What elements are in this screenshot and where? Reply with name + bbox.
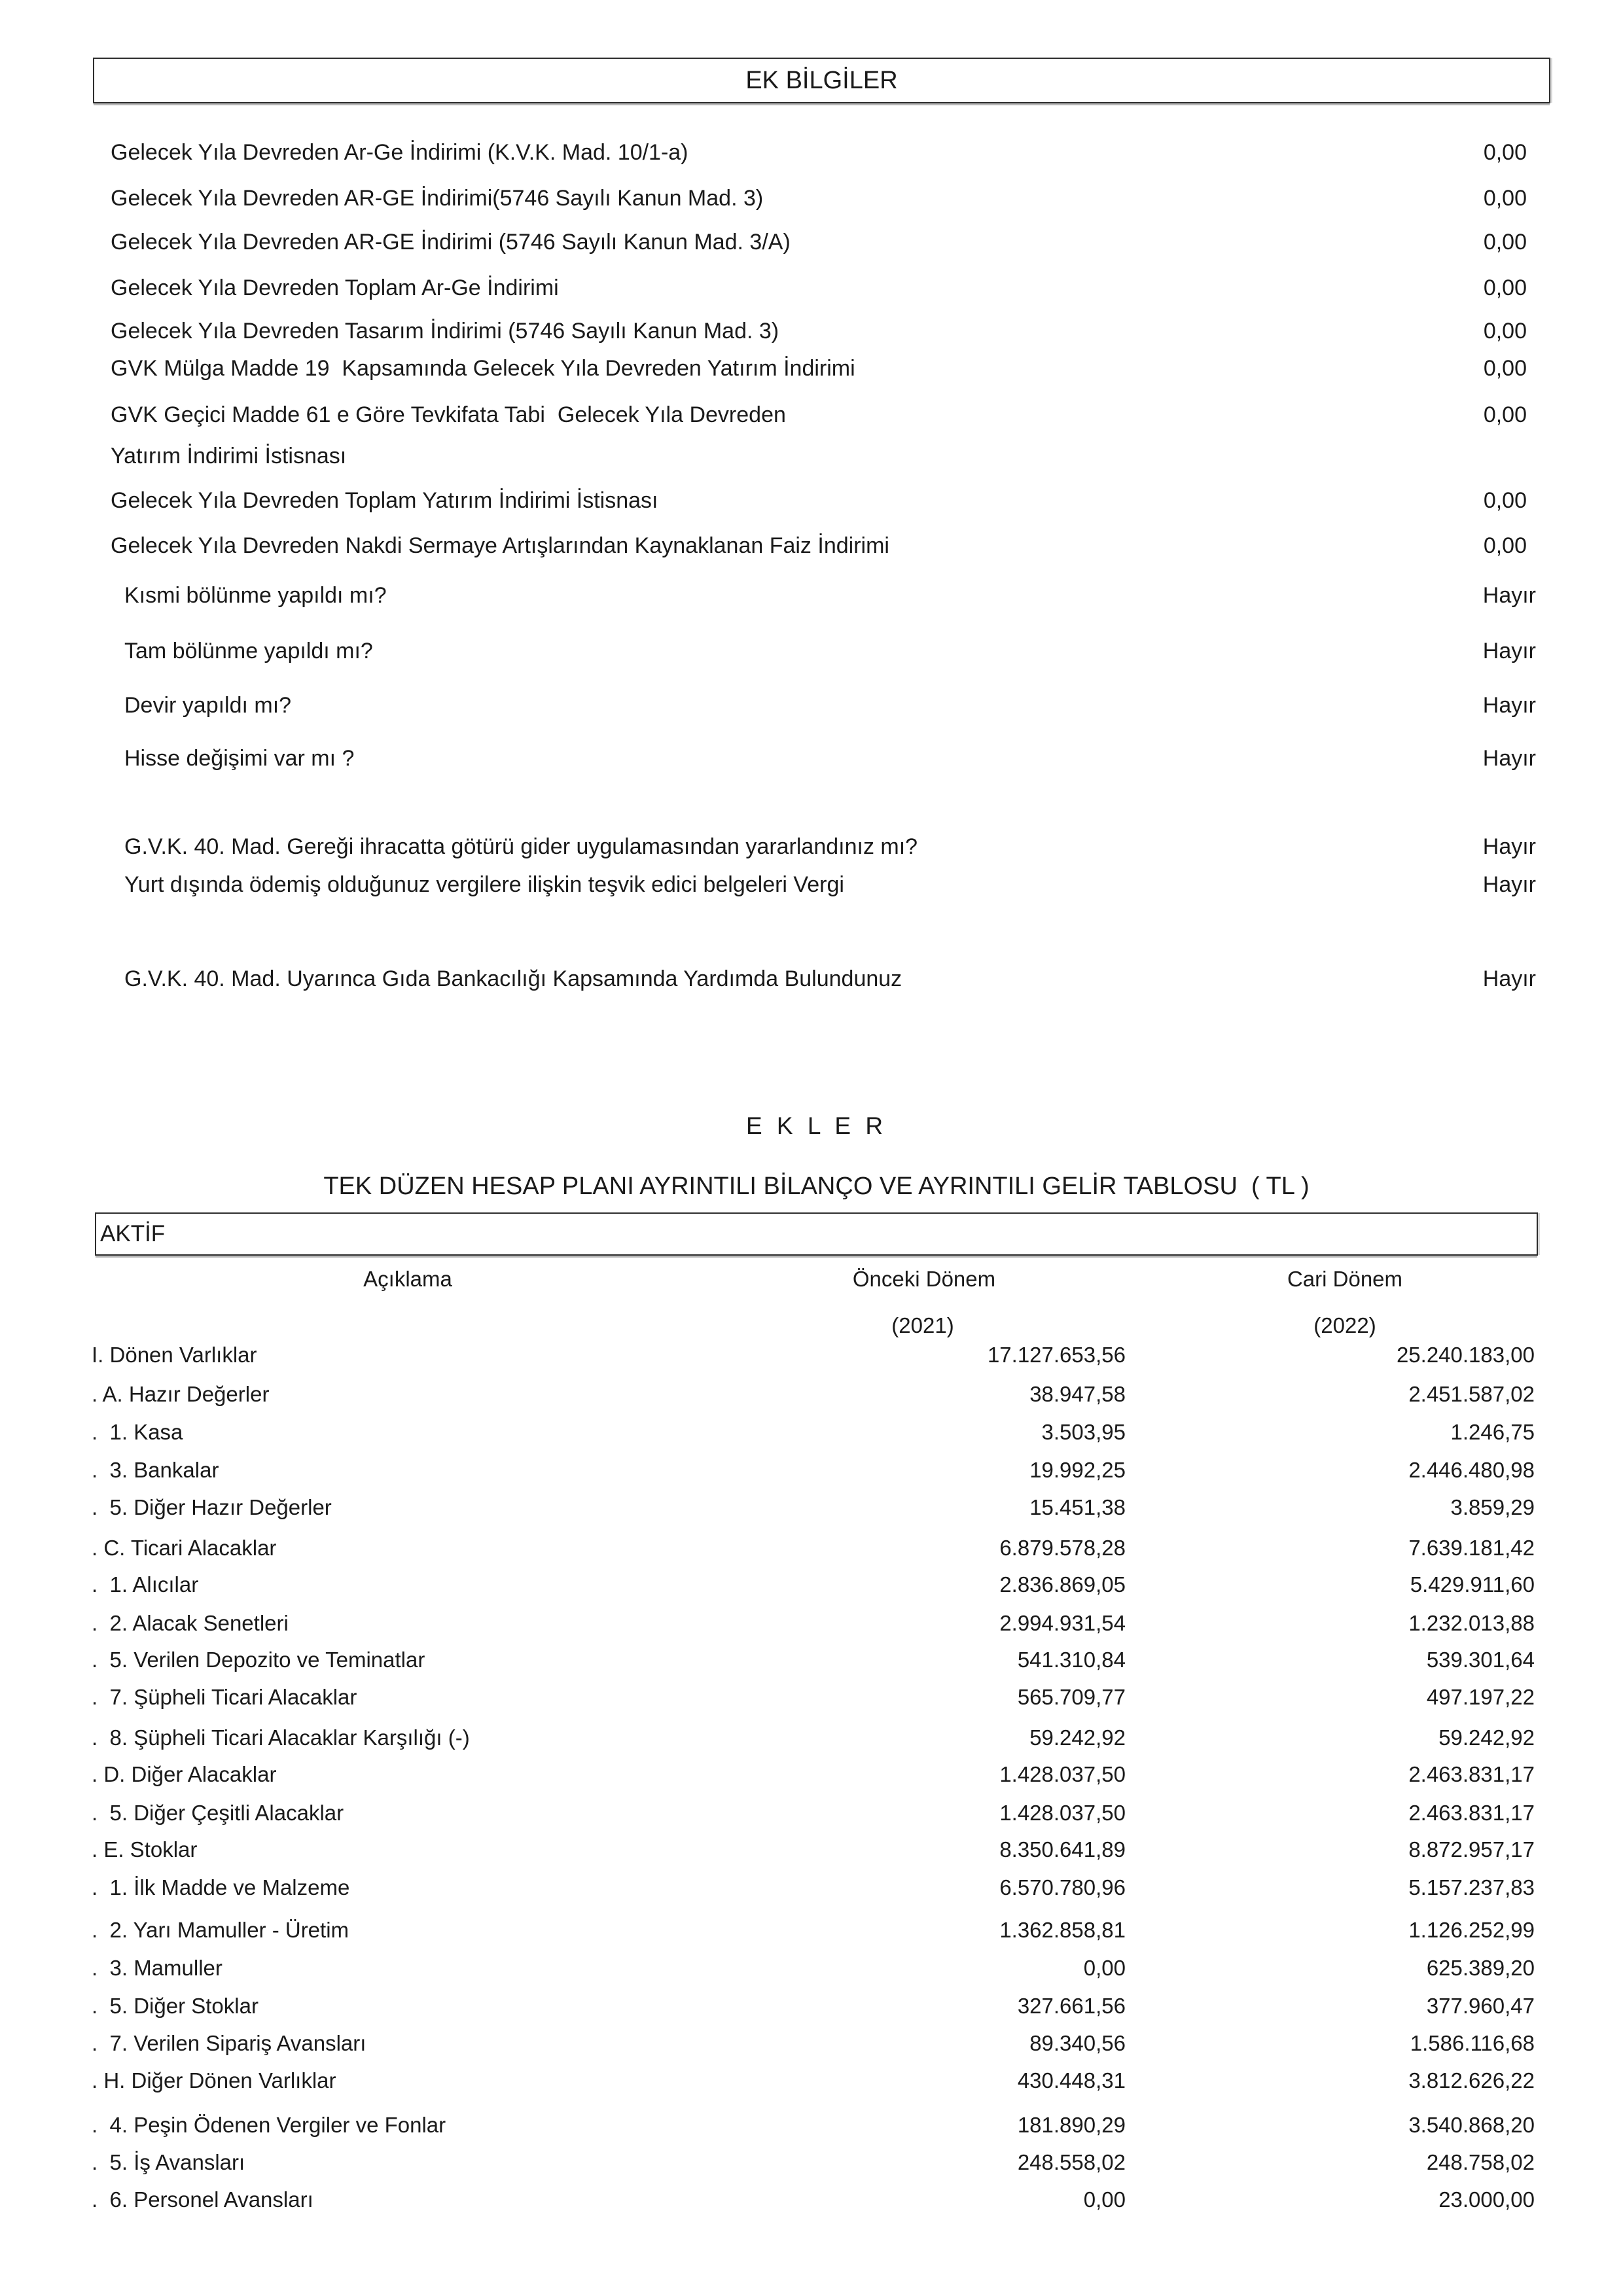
current-period-value: 5.157.237,83 [1408, 1875, 1535, 1899]
current-period-value: 7.639.181,42 [1408, 1536, 1535, 1560]
current-period-value: 539.301,64 [1426, 1648, 1535, 1672]
account-label: . 5. Verilen Depozito ve Teminatlar [92, 1648, 425, 1672]
item-value: 0,00 [1483, 186, 1527, 211]
previous-period-value: 6.879.578,28 [999, 1536, 1126, 1560]
account-label: . E. Stoklar [92, 1837, 198, 1862]
account-label: . 1. Alıcılar [92, 1572, 199, 1597]
question-answer: Hayır [1482, 966, 1536, 991]
table-row [0, 1610, 1623, 1637]
current-period-value: 2.451.587,02 [1408, 1382, 1535, 1406]
question-label: G.V.K. 40. Mad. Gereği ihracatta götürü gider uygulamasından yararlandınız mı? [124, 834, 918, 859]
current-period-value: 377.960,47 [1426, 1994, 1535, 2018]
question-label: Kısmi bölünme yapıldı mı? [124, 583, 387, 608]
current-period-value: 1.246,75 [1450, 1420, 1535, 1444]
table-row [0, 1646, 1623, 1674]
previous-period-value: 19.992,25 [1029, 1458, 1126, 1482]
question-answer: Hayır [1482, 693, 1536, 718]
item-label: Gelecek Yıla Devreden Nakdi Sermaye Artışlarından Kaynaklanan Faiz İndirimi [111, 533, 889, 558]
item-label: Gelecek Yıla Devreden Toplam Yatırım İndirimi İstisnası [111, 488, 658, 513]
previous-period-value: 541.310,84 [1017, 1648, 1126, 1672]
item-value: 0,00 [1483, 275, 1527, 300]
table-row [0, 1724, 1623, 1752]
current-period-value: 2.463.831,17 [1408, 1801, 1535, 1825]
account-label: . 7. Verilen Sipariş Avansları [92, 2031, 366, 2055]
current-period-value: 3.812.626,22 [1408, 2068, 1535, 2093]
item-label: Gelecek Yıla Devreden Ar-Ge İndirimi (K.V.K. Mad. 10/1-a) [111, 140, 688, 165]
question-row [0, 691, 1623, 720]
table-row [0, 1992, 1623, 2020]
current-period-value: 23.000,00 [1438, 2187, 1535, 2212]
question-row [0, 637, 1623, 665]
table-row [0, 2067, 1623, 2094]
item-label: GVK Geçici Madde 61 e Göre Tevkifata Tabi Gelecek Yıla Devreden [111, 402, 786, 427]
ek-bilgiler-item-row [0, 354, 1623, 383]
account-label: . 2. Alacak Senetleri [92, 1611, 289, 1635]
question-label: Yurt dışında ödemiş olduğunuz vergilere ilişkin teşvik edici belgeleri Vergi [124, 872, 844, 897]
account-label: . 5. İş Avansları [92, 2150, 245, 2174]
previous-period-value: 1.362.858,81 [999, 1918, 1126, 1942]
table-row [0, 1419, 1623, 1446]
account-label: . 2. Yarı Mamuller - Üretim [92, 1918, 349, 1942]
item-value: 0,00 [1483, 230, 1527, 255]
current-period-value: 5.429.911,60 [1410, 1572, 1535, 1597]
question-label: Hisse değişimi var mı ? [124, 746, 355, 771]
table-row [0, 1799, 1623, 1827]
previous-period-value: 89.340,56 [1029, 2031, 1126, 2055]
question-row [0, 964, 1623, 993]
balance-sheet-title: TEK DÜZEN HESAP PLANI AYRINTILI BİLANÇO VE AYRINTILI GELİR TABLOSU ( TL ) [323, 1173, 1310, 1200]
account-label: . D. Diğer Alacaklar [92, 1762, 277, 1786]
question-label: Devir yapıldı mı? [124, 693, 292, 718]
question-answer: Hayır [1482, 583, 1536, 608]
item-value: 0,00 [1483, 319, 1527, 344]
previous-period-value: 17.127.653,56 [987, 1343, 1126, 1367]
account-label: . 3. Bankalar [92, 1458, 219, 1482]
previous-period-value: 8.350.641,89 [999, 1837, 1126, 1862]
previous-period-value: 248.558,02 [1017, 2150, 1126, 2174]
question-row [0, 744, 1623, 773]
table-row [0, 2030, 1623, 2057]
ek-bilgiler-title: EK BİLGİLER [745, 66, 898, 94]
item-value: 0,00 [1483, 356, 1527, 381]
question-answer: Hayır [1482, 834, 1536, 859]
column-header-onceki-donem: Önceki Dönem [852, 1267, 996, 1291]
table-row [0, 1534, 1623, 1562]
ek-bilgiler-item-row [0, 317, 1623, 345]
ek-bilgiler-item-row [0, 274, 1623, 302]
item-label: Gelecek Yıla Devreden Tasarım İndirimi (5746 Sayılı Kanun Mad. 3) [111, 319, 779, 344]
ek-bilgiler-item-row [0, 531, 1623, 560]
column-header-onceki-year: (2021) [891, 1313, 954, 1337]
account-label: . 3. Mamuller [92, 1956, 223, 1980]
previous-period-value: 6.570.780,96 [999, 1875, 1126, 1899]
table-row [0, 1494, 1623, 1521]
item-label: Gelecek Yıla Devreden Toplam Ar-Ge İndirimi [111, 275, 559, 300]
column-header-cari-donem: Cari Dönem [1287, 1267, 1403, 1291]
table-row [0, 2111, 1623, 2139]
table-row [0, 1571, 1623, 1598]
account-label: . 1. Kasa [92, 1420, 183, 1444]
current-period-value: 625.389,20 [1426, 1956, 1535, 1980]
previous-period-value: 327.661,56 [1017, 1994, 1126, 2018]
item-label: Gelecek Yıla Devreden AR-GE İndirimi (5746 Sayılı Kanun Mad. 3/A) [111, 230, 791, 255]
current-period-value: 59.242,92 [1438, 1725, 1535, 1750]
aktif-section-box [95, 1212, 1538, 1256]
account-label: . 5. Diğer Hazır Değerler [92, 1495, 332, 1519]
current-period-value: 1.126.252,99 [1408, 1918, 1535, 1942]
account-label: . 5. Diğer Çeşitli Alacaklar [92, 1801, 344, 1825]
table-row [0, 1761, 1623, 1788]
ek-bilgiler-item-row [0, 138, 1623, 167]
previous-period-value: 565.709,77 [1017, 1685, 1126, 1709]
account-label: . C. Ticari Alacaklar [92, 1536, 277, 1560]
current-period-value: 497.197,22 [1426, 1685, 1535, 1709]
current-period-value: 25.240.183,00 [1396, 1343, 1535, 1367]
account-label: . 4. Peşin Ödenen Vergiler ve Fonlar [92, 2113, 446, 2137]
account-label: . H. Diğer Dönen Varlıklar [92, 2068, 336, 2093]
table-row [0, 1836, 1623, 1863]
account-label: . 5. Diğer Stoklar [92, 1994, 259, 2018]
previous-period-value: 38.947,58 [1029, 1382, 1126, 1406]
previous-period-value: 1.428.037,50 [999, 1801, 1126, 1825]
current-period-value: 3.859,29 [1450, 1495, 1535, 1519]
ek-bilgiler-item-row [0, 442, 1623, 470]
table-row [0, 1916, 1623, 1944]
ekler-heading: E K L E R [745, 1112, 887, 1139]
table-row [0, 1684, 1623, 1711]
question-answer: Hayır [1482, 872, 1536, 897]
table-row [0, 2149, 1623, 2176]
item-label: Yatırım İndirimi İstisnası [111, 444, 347, 468]
current-period-value: 1.586.116,68 [1410, 2031, 1535, 2055]
question-row [0, 581, 1623, 610]
ek-bilgiler-item-row [0, 486, 1623, 515]
account-label: . 8. Şüpheli Ticari Alacaklar Karşılığı (-) [92, 1725, 470, 1750]
account-label: . A. Hazır Değerler [92, 1382, 270, 1406]
ek-bilgiler-item-row [0, 400, 1623, 429]
table-row [0, 1341, 1623, 1369]
previous-period-value: 2.994.931,54 [999, 1611, 1126, 1635]
item-value: 0,00 [1483, 140, 1527, 165]
item-value: 0,00 [1483, 488, 1527, 513]
question-row [0, 870, 1623, 899]
account-label: . 1. İlk Madde ve Malzeme [92, 1875, 350, 1899]
item-label: Gelecek Yıla Devreden AR-GE İndirimi(5746 Sayılı Kanun Mad. 3) [111, 186, 764, 211]
table-row [0, 1874, 1623, 1901]
previous-period-value: 1.428.037,50 [999, 1762, 1126, 1786]
item-value: 0,00 [1483, 533, 1527, 558]
question-answer: Hayır [1482, 746, 1536, 771]
item-label: GVK Mülga Madde 19 Kapsamında Gelecek Yıla Devreden Yatırım İndirimi [111, 356, 855, 381]
previous-period-value: 181.890,29 [1017, 2113, 1126, 2137]
previous-period-value: 59.242,92 [1029, 1725, 1126, 1750]
account-label: . 6. Personel Avansları [92, 2187, 313, 2212]
previous-period-value: 430.448,31 [1017, 2068, 1126, 2093]
table-row [0, 1457, 1623, 1484]
previous-period-value: 0,00 [1083, 2187, 1126, 2212]
previous-period-value: 2.836.869,05 [999, 1572, 1126, 1597]
table-row [0, 1381, 1623, 1408]
table-row [0, 2186, 1623, 2214]
current-period-value: 248.758,02 [1426, 2150, 1535, 2174]
column-header-cari-year: (2022) [1313, 1313, 1376, 1337]
previous-period-value: 3.503,95 [1041, 1420, 1126, 1444]
account-label: I. Dönen Varlıklar [92, 1343, 257, 1367]
table-row [0, 1954, 1623, 1982]
previous-period-value: 0,00 [1083, 1956, 1126, 1980]
ek-bilgiler-item-row [0, 184, 1623, 213]
account-label: . 7. Şüpheli Ticari Alacaklar [92, 1685, 357, 1709]
question-label: G.V.K. 40. Mad. Uyarınca Gıda Bankacılığı Kapsamında Yardımda Bulundunuz [124, 966, 902, 991]
aktif-section-label: AKTİF [100, 1221, 166, 1246]
question-answer: Hayır [1482, 639, 1536, 663]
current-period-value: 3.540.868,20 [1408, 2113, 1535, 2137]
ek-bilgiler-header-box [93, 58, 1550, 103]
previous-period-value: 15.451,38 [1029, 1495, 1126, 1519]
ek-bilgiler-item-row [0, 228, 1623, 256]
column-header-aciklama: Açıklama [363, 1267, 452, 1291]
item-value: 0,00 [1483, 402, 1527, 427]
question-row [0, 832, 1623, 861]
current-period-value: 8.872.957,17 [1408, 1837, 1535, 1862]
current-period-value: 2.446.480,98 [1408, 1458, 1535, 1482]
current-period-value: 2.463.831,17 [1408, 1762, 1535, 1786]
current-period-value: 1.232.013,88 [1408, 1611, 1535, 1635]
question-label: Tam bölünme yapıldı mı? [124, 639, 373, 663]
